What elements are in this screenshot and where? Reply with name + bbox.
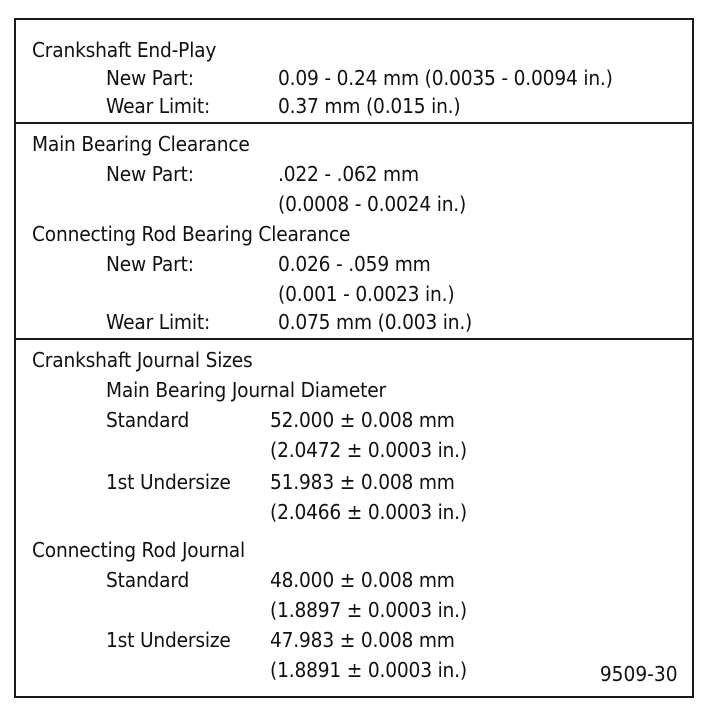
rod-bearing-new-part-value-line2: (0.001 - 0.0023 in.): [278, 282, 455, 306]
main-bearing-new-part-value-line1: .022 - .062 mm: [278, 162, 419, 186]
main-journal-undersize-label: 1st Undersize: [106, 470, 231, 494]
rod-bearing-new-part-value-line1: 0.026 - .059 mm: [278, 252, 431, 276]
specification-table: [14, 18, 694, 698]
main-journal-standard-label: Standard: [106, 408, 190, 432]
rod-bearing-new-part-label: New Part:: [106, 252, 194, 276]
section-divider: [16, 122, 692, 124]
rod-bearing-wear-limit-value: 0.075 mm (0.003 in.): [278, 310, 473, 334]
main-bearing-heading: Main Bearing Clearance: [32, 132, 250, 156]
main-bearing-new-part-label: New Part:: [106, 162, 194, 186]
rod-journal-standard-line1: 48.000 ± 0.008 mm: [270, 568, 455, 592]
rod-journal-standard-label: Standard: [106, 568, 190, 592]
rod-journal-heading: Connecting Rod Journal: [32, 538, 246, 562]
rod-journal-undersize-line2: (1.8891 ± 0.0003 in.): [270, 658, 467, 682]
main-journal-undersize-line2: (2.0466 ± 0.0003 in.): [270, 500, 467, 524]
main-bearing-new-part-value-line2: (0.0008 - 0.0024 in.): [278, 192, 467, 216]
end-play-new-part-value: 0.09 - 0.24 mm (0.0035 - 0.0094 in.): [278, 66, 613, 90]
end-play-new-part-label: New Part:: [106, 66, 194, 90]
main-journal-standard-line2: (2.0472 ± 0.0003 in.): [270, 438, 467, 462]
main-journal-undersize-line1: 51.983 ± 0.008 mm: [270, 470, 455, 494]
journal-sizes-heading: Crankshaft Journal Sizes: [32, 348, 253, 372]
main-journal-subheading: Main Bearing Journal Diameter: [106, 378, 386, 402]
section-divider: [16, 338, 692, 340]
end-play-heading: Crankshaft End-Play: [32, 38, 217, 62]
rod-bearing-wear-limit-label: Wear Limit:: [106, 310, 211, 334]
rod-journal-undersize-line1: 47.983 ± 0.008 mm: [270, 628, 455, 652]
figure-number: 9509-30: [600, 662, 678, 686]
end-play-wear-limit-value: 0.37 mm (0.015 in.): [278, 94, 461, 118]
rod-journal-undersize-label: 1st Undersize: [106, 628, 231, 652]
rod-journal-standard-line2: (1.8897 ± 0.0003 in.): [270, 598, 467, 622]
end-play-wear-limit-label: Wear Limit:: [106, 94, 211, 118]
main-journal-standard-line1: 52.000 ± 0.008 mm: [270, 408, 455, 432]
rod-bearing-heading: Connecting Rod Bearing Clearance: [32, 222, 351, 246]
